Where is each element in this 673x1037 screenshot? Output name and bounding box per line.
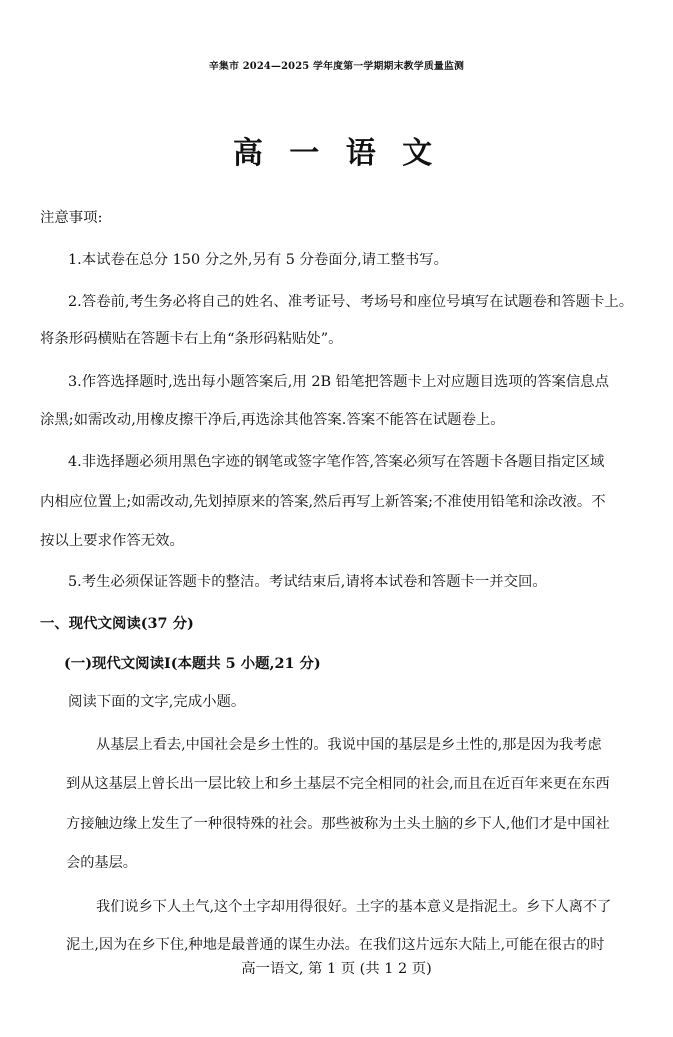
notice-item-4-line-3: 按以上要求作答无效。 [40, 533, 184, 549]
passage-p1-line-2: 到从这基层上曾长出一层比较上和乡土基层不完全相同的社会,而且在近百年来更在东西 [66, 776, 610, 792]
notice-heading: 注意事项: [40, 210, 103, 226]
passage-p1-line-3: 方接触边缘上发生了一种很特殊的社会。那些被称为土头土脑的乡下人,他们才是中国社 [66, 816, 610, 832]
passage-p1-line-1: 从基层上看去,中国社会是乡土性的。我说中国的基层是乡土性的,那是因为我考虑 [96, 737, 602, 753]
notice-item-2-line-2: 将条形码横贴在答题卡右上角“条形码粘贴处”。 [40, 331, 343, 347]
notice-item-1: 1.本试卷在总分 150 分之外,另有 5 分卷面分,请工整书写。 [68, 252, 449, 268]
notice-item-4-line-2: 内相应位置上;如需改动,先划掉原来的答案,然后再写上新答案;不准使用铅笔和涂改液。不 [40, 494, 606, 510]
notice-item-5: 5.考生必须保证答题卡的整洁。考试结束后,请将本试卷和答题卡一并交回。 [68, 574, 547, 590]
passage-p2-line-1: 我们说乡下人土气,这个土字却用得很好。土字的基本意义是指泥土。乡下人离不了 [96, 899, 612, 915]
subsection-heading: (一)现代文阅读Ⅰ(本题共 5 小题,21 分) [64, 655, 321, 672]
section-heading: 一、现代文阅读(37 分) [40, 615, 194, 632]
reading-instruction: 阅读下面的文字,完成小题。 [68, 694, 246, 710]
exam-title: 辛集市 2024—2025 学年度第一学期期末教学质量监测 [208, 61, 465, 72]
passage-p1-line-4: 会的基层。 [66, 855, 137, 871]
notice-item-3-line-1: 3.作答选择题时,选出每小题答案后,用 2B 铅笔把答题卡上对应题目选项的答案信息点 [68, 374, 610, 390]
notice-item-3-line-2: 涂黑;如需改动,用橡皮擦干净后,再选涂其他答案.答案不能答在试题卷上。 [40, 412, 505, 428]
notice-item-4-line-1: 4.非选择题必须用黑色字迹的钢笔或签字笔作答,答案必须写在答题卡各题目指定区域 [68, 454, 605, 470]
subject-title: 高 一 语 文 [232, 136, 441, 171]
notice-item-2-line-1: 2.答卷前,考生务必将自己的姓名、准考证号、考场号和座位号填写在试题卷和答题卡上。 [68, 294, 634, 310]
page-footer: 高一语文, 第 1 页 (共 1 2 页) [241, 961, 432, 977]
passage-p2-line-2: 泥土,因为在乡下住,种地是最普通的谋生办法。在我们这片远东大陆上,可能在很古的时 [66, 937, 605, 953]
